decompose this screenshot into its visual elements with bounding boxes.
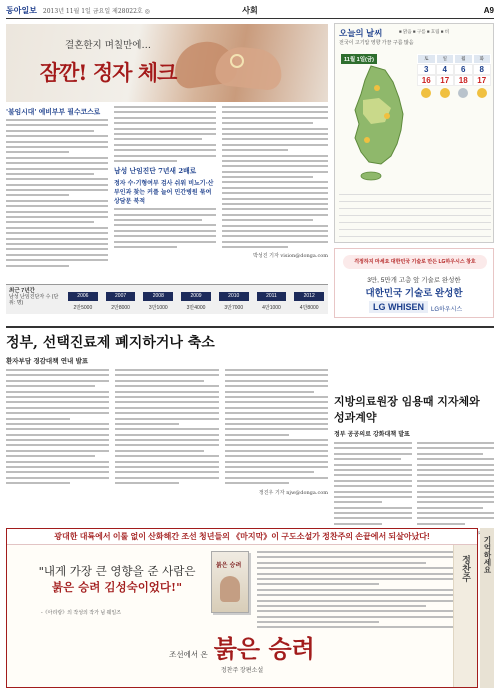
trend-value: 3만7000 (224, 305, 244, 311)
cloud-icon (458, 88, 468, 98)
ad-banner-text: 광대한 대륙에서 이룰 없이 산화해간 조선 청년들의 《마지막》이 구도소설가 정찬주의 손끝에서 되살아났다! (7, 529, 477, 545)
trend-value: 3만4000 (186, 305, 206, 311)
ring-icon (230, 54, 244, 68)
forecast-low: 8 (473, 64, 492, 75)
page-number: A9 (483, 6, 494, 15)
trend-cell (253, 285, 291, 314)
ad-quote-highlight: 붉은 승려 김성숙이었다!" (51, 580, 183, 594)
ad-author: 정찬주 장편소설 (220, 668, 264, 674)
ad-big-title (47, 629, 437, 664)
forecast-high: 18 (454, 75, 473, 86)
forecast-day: 일 (436, 54, 455, 64)
body-text (334, 442, 412, 528)
trend-value: 4만8000 (299, 305, 319, 311)
feature-column-1 (6, 106, 108, 270)
book-cover-title: 붉은 승려 (216, 562, 242, 569)
weather-title (339, 27, 382, 39)
korea-map-icon (341, 64, 415, 182)
trend-cell (102, 285, 140, 314)
ad-big-title-main: 붉은 승려 (213, 634, 315, 663)
ad-bubble: 걱정하지 마세요 대한민국 기술로 만든 LG하우시스 창호 (343, 255, 487, 269)
body-text (114, 106, 216, 162)
forecast-day: 월 (454, 54, 473, 64)
body-text (6, 369, 109, 488)
ad-quote-source: -《아리랑》의 작성의 작가 님 웨일즈 (41, 610, 122, 616)
forecast-low-row (417, 64, 491, 75)
section-divider (6, 326, 494, 328)
article-columns (334, 442, 494, 528)
newspaper-logo: 동아일보 (6, 6, 37, 15)
masthead (6, 3, 494, 19)
body-text (6, 119, 108, 267)
forecast-high-row (417, 75, 491, 86)
article-headline: 지방의료원장 임용때 지자체와 성과계약 (334, 395, 480, 424)
forecast-day: 토 (417, 54, 436, 64)
body-text (114, 208, 216, 248)
forecast-header-row (417, 54, 491, 64)
body-text (115, 369, 218, 488)
feature-headline: 잠깐! 정자 체크 (39, 60, 177, 85)
body-text (222, 106, 328, 248)
article-byline: 정진우 기자 njw@donga.com (258, 489, 328, 496)
feature-column-3 (222, 106, 328, 259)
trend-year: 2008 (143, 292, 173, 301)
trend-label (6, 285, 64, 314)
ad-big-title-prefix: 조선에서 온 (169, 650, 208, 659)
forecast-table (417, 54, 491, 98)
weather-box (334, 23, 494, 243)
issue-date: 2013년 11월 1일 금요일 제28022호 ◎ (42, 8, 150, 15)
forecast-low: 3 (417, 64, 436, 75)
article-treatment-policy (6, 332, 328, 496)
forecast-low: 6 (454, 64, 473, 75)
trend-label-sub: 남성 난임진단자 수 (단위: 명) (9, 294, 59, 306)
trend-value: 4만1000 (262, 305, 281, 311)
column-subhead-detail: 정자 수·기형여부 검사 쉬워 비뇨기·산부인과 찾는 커플 늘어 민간병원 묶여 상담문 북적 (114, 180, 214, 206)
trend-year: 2009 (181, 292, 211, 301)
book-advertisement[interactable] (6, 528, 478, 688)
side-strip (480, 528, 494, 688)
monk-figure-icon (220, 576, 240, 602)
body-text (417, 442, 495, 528)
forecast-high: 17 (473, 75, 492, 86)
city-weather-table (339, 188, 491, 237)
column-subhead: 남성 난임진단 7년새 2배로 (114, 167, 197, 176)
feature-column-2 (114, 106, 216, 251)
feature-byline: 박성진 기자 vision@donga.com (253, 252, 328, 259)
weather-title-prefix: 오늘의 (339, 28, 364, 38)
ad-side-panel (453, 545, 477, 687)
trend-year: 2006 (68, 292, 98, 301)
forecast-low: 4 (436, 64, 455, 75)
trend-year: 2010 (219, 292, 249, 301)
trend-value: 2만8000 (111, 305, 130, 311)
ad-side-text: 정찬주 (460, 555, 470, 582)
article-public-health (334, 393, 494, 536)
article-headline: 정부, 선택진료제 폐지하거나 축소 (6, 335, 215, 351)
column-subhead: '불임시대' 예비부부 필수코스로 (6, 108, 101, 116)
sun-icon (440, 88, 450, 98)
weather-day: 11월 1일(금) (341, 54, 377, 64)
appliance-ad[interactable] (334, 248, 494, 318)
trend-cell (290, 285, 328, 314)
article-subhead: 환자부담 경감대책 연내 발표 (6, 357, 89, 365)
weather-legend: ■ 맑음 ■ 구름 ■ 흐림 ■ 비 (399, 29, 450, 34)
ad-quote (27, 563, 207, 595)
book-cover-image (211, 551, 249, 613)
trend-year: 2007 (106, 292, 136, 301)
trend-value: 2만5000 (73, 305, 93, 311)
trend-year: 2012 (294, 292, 324, 301)
sun-icon (477, 88, 487, 98)
trend-value: 3만1000 (148, 305, 168, 311)
weather-title-accent: 날씨 (366, 28, 383, 38)
trend-label-title: 최근 7년간 (9, 288, 35, 294)
weather-summary: 전국이 고기압 영향 가끔 구름 많음 (339, 40, 414, 46)
trend-cell (177, 285, 215, 314)
ad-brand-secondary: LG하우시스 (431, 307, 463, 313)
feature-kicker: 결혼한지 며칠만에… (65, 40, 151, 51)
ad-line-1: 3만, 5만개 고층 앞 기술로 완성한 (367, 277, 461, 284)
ad-brand-logo: LG WHISEN (369, 301, 428, 313)
forecast-day: 화 (473, 54, 492, 64)
trend-cell (139, 285, 177, 314)
article-subhead: 정부 공공의료 강화대책 발표 (334, 431, 410, 438)
trend-year: 2011 (257, 292, 287, 301)
trend-cell (215, 285, 253, 314)
trend-strip (6, 284, 328, 314)
ad-quote-line-2 (27, 579, 207, 595)
ad-description (257, 551, 453, 632)
hand-shape (214, 45, 284, 92)
feature-photo (6, 24, 328, 102)
forecast-icons (417, 88, 491, 98)
forecast-high: 17 (436, 75, 455, 86)
sun-icon (421, 88, 431, 98)
trend-cell (64, 285, 102, 314)
section-name: 사회 (242, 6, 258, 15)
ad-line-2: 대한민국 기술로 완성한 (365, 288, 463, 299)
body-text (225, 369, 328, 488)
forecast-high: 16 (417, 75, 436, 86)
side-strip-text: 기억하세요 (483, 536, 492, 574)
ad-quote-line-1: "내게 가장 큰 영향을 준 사람은 (38, 564, 196, 578)
article-columns (6, 369, 328, 488)
